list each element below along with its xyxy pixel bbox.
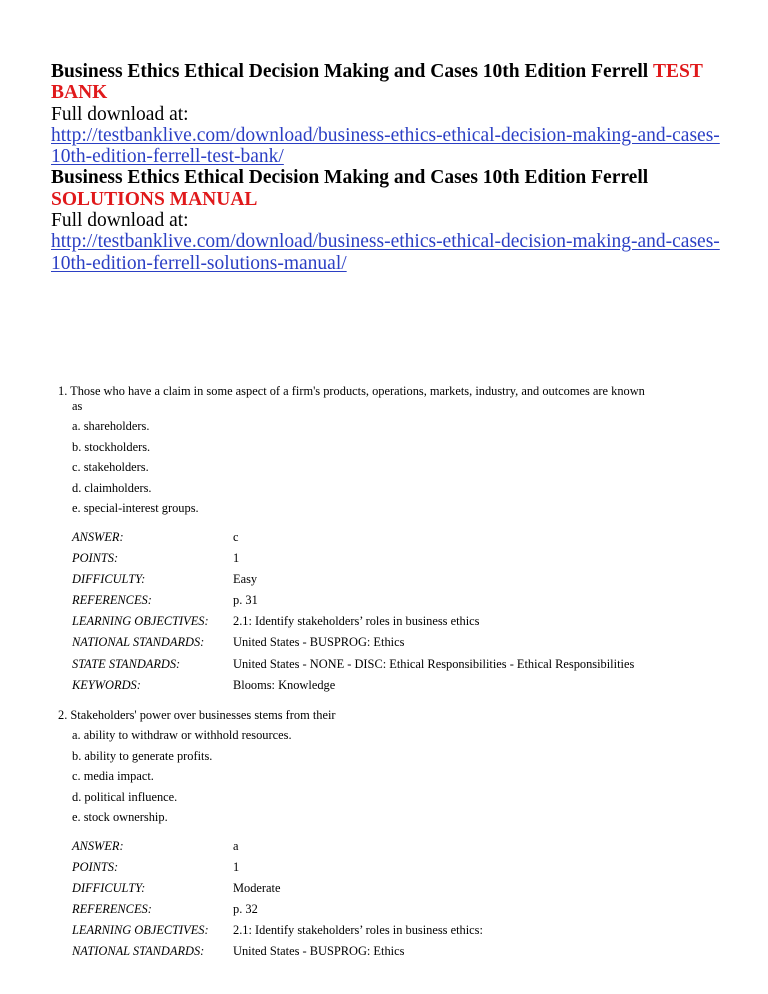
meta-learning-objectives: [72, 920, 728, 941]
meta-key: ANSWER:: [72, 838, 124, 853]
meta-points: [72, 857, 728, 878]
meta-key: POINTS:: [72, 551, 119, 566]
choice-b: b. ability to generate profits.: [72, 748, 213, 763]
meta-difficulty: [72, 878, 728, 899]
book-title-2: Business Ethics Ethical Decision Making and Cases 10th Edition Ferrell: [51, 167, 649, 189]
meta-value: c: [233, 529, 239, 544]
meta-key: LEARNING OBJECTIVES:: [72, 923, 209, 938]
question-stem: 2. Stakeholders' power over businesses stems from their: [58, 708, 336, 722]
question-metadata: [58, 836, 728, 963]
meta-value: p. 31: [233, 593, 258, 608]
meta-points: [72, 548, 728, 569]
meta-key: ANSWER:: [72, 529, 124, 544]
meta-value: Easy: [233, 572, 258, 587]
meta-national-standards: [72, 941, 728, 962]
answer-choices: [58, 725, 728, 828]
meta-answer: [72, 836, 728, 857]
choice-d: d. political influence.: [72, 789, 178, 804]
meta-value: United States - BUSPROG: Ethics: [233, 635, 405, 650]
question-stem: 1. Those who have a claim in some aspect of a firm's products, operations, markets, industry, and outcomes are known: [58, 384, 645, 398]
question-metadata: [58, 527, 728, 696]
test-bank-label-cont: BANK: [51, 82, 108, 104]
question-2: [58, 708, 728, 963]
meta-key: LEARNING OBJECTIVES:: [72, 614, 209, 629]
meta-value: 2.1: Identify stakeholders’ roles in business ethics: [233, 614, 480, 629]
meta-difficulty: [72, 569, 728, 590]
meta-keywords: [72, 675, 728, 696]
meta-key: DIFFICULTY:: [72, 572, 146, 587]
solutions-link-line-1[interactable]: http://testbanklive.com/download/business-ethics-ethical-decision-making-and-cases-: [51, 231, 720, 253]
meta-learning-objectives: [72, 611, 728, 632]
meta-value: Moderate: [233, 881, 281, 896]
meta-key: POINTS:: [72, 860, 119, 875]
meta-key: NATIONAL STANDARDS:: [72, 635, 205, 650]
meta-value: p. 32: [233, 902, 258, 917]
download-label-2: Full download at:: [51, 210, 189, 232]
meta-value: 1: [233, 860, 240, 875]
meta-value: Blooms: Knowledge: [233, 677, 336, 692]
meta-key: NATIONAL STANDARDS:: [72, 944, 205, 959]
question-stem-continued: as: [72, 399, 83, 413]
meta-value: 2.1: Identify stakeholders’ roles in business ethics:: [233, 923, 483, 938]
meta-references: [72, 899, 728, 920]
choice-d: d. claimholders.: [72, 480, 152, 495]
meta-value: United States - BUSPROG: Ethics: [233, 944, 405, 959]
choice-e: e. stock ownership.: [72, 810, 168, 825]
meta-key: STATE STANDARDS:: [72, 656, 181, 671]
solutions-link-line-2[interactable]: 10th-edition-ferrell-solutions-manual/: [51, 252, 347, 274]
title-line-1: [51, 61, 731, 82]
book-title: Business Ethics Ethical Decision Making and Cases 10th Edition Ferrell: [51, 61, 649, 82]
choice-b: b. stockholders.: [72, 439, 151, 454]
solutions-manual-label: SOLUTIONS MANUAL: [51, 188, 258, 210]
test-bank-label: TEST: [653, 61, 703, 82]
meta-references: [72, 590, 728, 611]
choice-a: a. ability to withdraw or withhold resources.: [72, 728, 292, 742]
meta-key: DIFFICULTY:: [72, 881, 146, 896]
meta-value: United States - NONE - DISC: Ethical Responsibilities - Ethical Responsibilities: [233, 656, 635, 671]
document-header: [51, 61, 731, 274]
meta-national-standards: [72, 632, 728, 653]
choice-c: c. stakeholders.: [72, 460, 149, 475]
meta-value: a: [233, 838, 239, 853]
test-bank-link-line-1[interactable]: http://testbanklive.com/download/business-ethics-ethical-decision-making-and-cases-: [51, 124, 720, 146]
meta-key: REFERENCES:: [72, 593, 152, 608]
answer-choices: [58, 416, 728, 519]
choice-a: a. shareholders.: [72, 419, 150, 433]
download-label-1: Full download at:: [51, 103, 189, 125]
meta-value: 1: [233, 551, 240, 566]
meta-key: KEYWORDS:: [72, 677, 141, 692]
choice-e: e. special-interest groups.: [72, 501, 199, 516]
meta-state-standards: [72, 654, 728, 675]
question-1: [58, 384, 728, 696]
choice-c: c. media impact.: [72, 769, 154, 784]
meta-answer: [72, 527, 728, 548]
meta-key: REFERENCES:: [72, 902, 152, 917]
test-bank-link-line-2[interactable]: 10th-edition-ferrell-test-bank/: [51, 146, 284, 168]
